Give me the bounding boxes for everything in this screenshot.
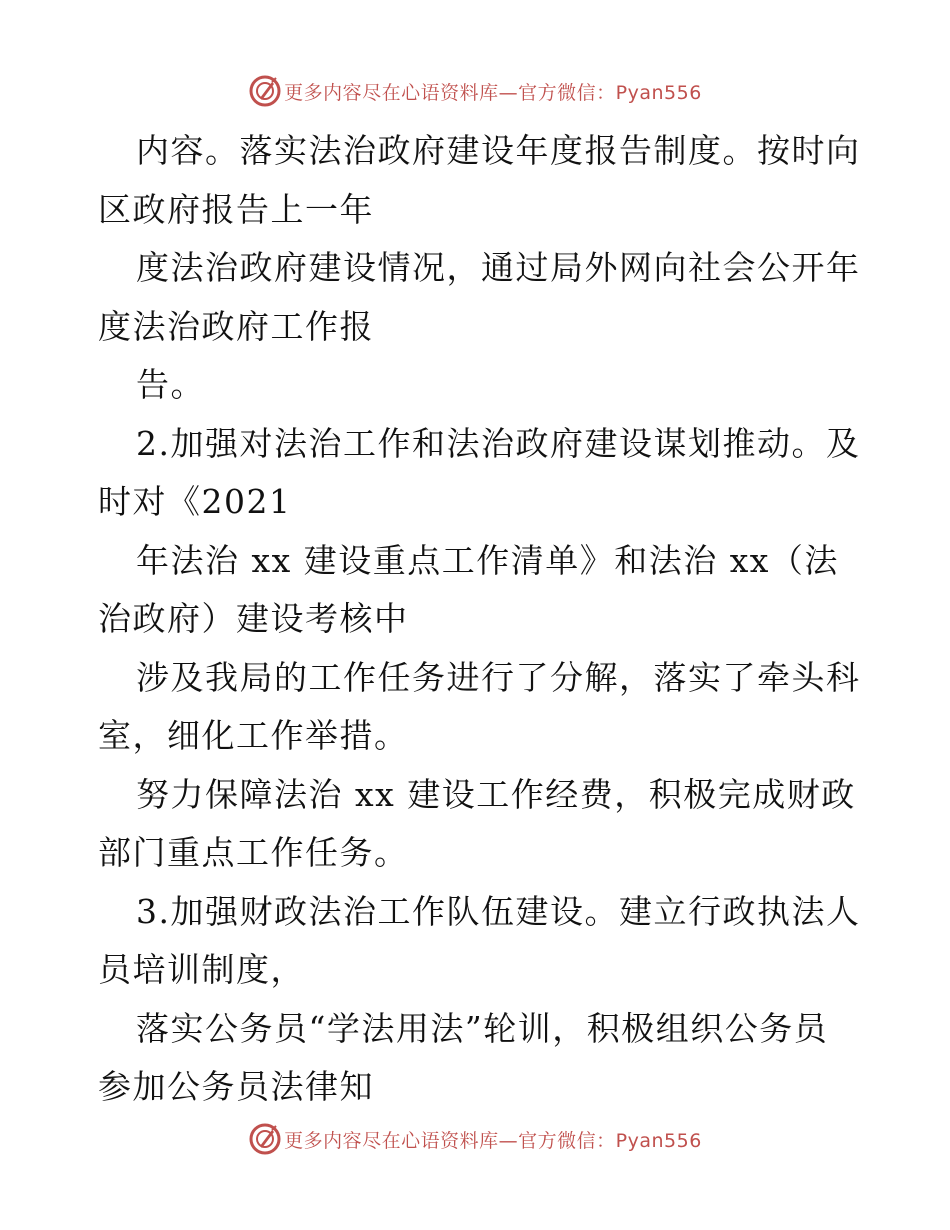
text-line: 区政府报告上一年 bbox=[98, 189, 374, 229]
brand-logo-icon bbox=[248, 1122, 282, 1156]
text-line: 内容。落实法治政府建设年度报告制度。按时向 bbox=[136, 131, 861, 170]
banner-text: 更多内容尽在心语资料库—官方微信：Pyan556 bbox=[284, 81, 702, 104]
text-line: 落实公务员“学法用法”轮训，积极组织公务员 bbox=[136, 1008, 829, 1048]
text-line: 度法治政府建设情况，通过局外网向社会公开年 bbox=[136, 248, 861, 287]
text-line: 时对《2021 bbox=[98, 482, 292, 521]
brand-logo-icon bbox=[248, 74, 282, 108]
text-line: 治政府）建设考核中 bbox=[98, 599, 409, 638]
text-line: 告。 bbox=[136, 365, 205, 404]
header-banner bbox=[0, 71, 950, 111]
text-line: 年法治 xx 建设重点工作清单》和法治 xx（法 bbox=[136, 540, 839, 580]
wechat-id: Pyan556 bbox=[615, 81, 702, 104]
text-line: 2.加强对法治工作和法治政府建设谋划推动。及 bbox=[136, 423, 861, 463]
text-line: 3.加强财政法治工作队伍建设。建立行政执法人 bbox=[136, 891, 861, 931]
text-line: 努力保障法治 xx 建设工作经费，积极完成财政 bbox=[136, 774, 856, 814]
text-line: 室，细化工作举措。 bbox=[98, 716, 409, 755]
text-line: 员培训制度， bbox=[98, 950, 305, 989]
document-body bbox=[98, 122, 861, 1117]
text-line: 涉及我局的工作任务进行了分解，落实了牵头科 bbox=[136, 657, 861, 697]
footer-banner bbox=[0, 1119, 950, 1159]
text-line: 度法治政府工作报 bbox=[98, 306, 374, 346]
banner-text: 更多内容尽在心语资料库—官方微信：Pyan556 bbox=[284, 1129, 702, 1152]
wechat-id: Pyan556 bbox=[615, 1129, 702, 1152]
text-line: 部门重点工作任务。 bbox=[98, 833, 409, 872]
text-line: 参加公务员法律知 bbox=[98, 1067, 374, 1106]
